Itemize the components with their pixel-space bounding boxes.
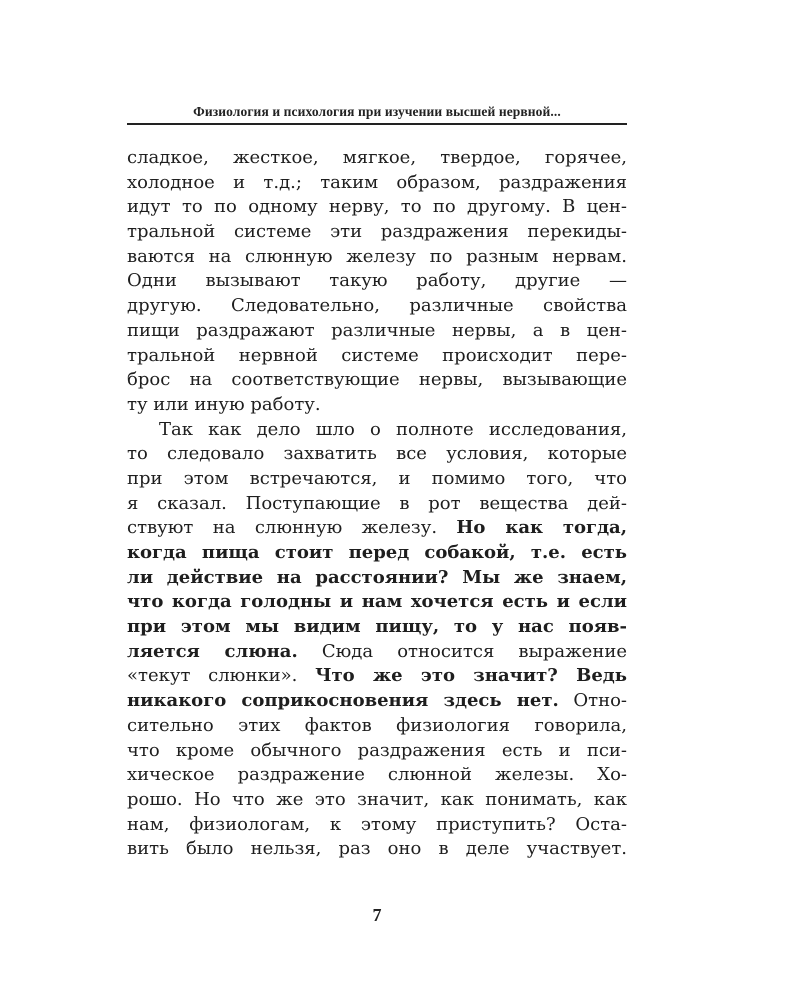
text-segment: «текут слюнки».	[127, 665, 316, 687]
text-line	[127, 689, 627, 714]
text-line: тральной системе эти раздражения перекиды-	[127, 221, 627, 243]
text-line: Так как дело шло о полноте исследования,	[159, 418, 627, 440]
text-line: ли действие на расстоянии? Мы же знаем,	[127, 566, 627, 588]
text-line: то следовало захватить все условия, которые	[127, 443, 627, 465]
text-line: холодное и т.д.; таким образом, раздражения	[127, 171, 627, 193]
text-line: при этом мы видим пищу, то у нас появ-	[127, 616, 627, 638]
text-line: тральной нервной системе происходит пере-	[127, 344, 627, 366]
text-line: пищи раздражают различные нервы, а в цен-	[127, 319, 627, 341]
text-line: хическое раздражение слюнной железы. Хо-	[127, 764, 627, 786]
text-segment: ствуют на слюнную железу.	[127, 517, 457, 539]
text-line: рошо. Но что же это значит, как понимать, как	[127, 788, 627, 810]
text-segment: Сюда относится выражение	[297, 640, 627, 662]
bold-segment: Что же это значит? Ведь	[315, 665, 627, 687]
text-line: Одни вызывают такую работу, другие —	[127, 270, 627, 292]
text-line: при этом встречаются, и помимо того, что	[127, 467, 627, 489]
text-line: идут то по одному нерву, то по другому. В цен-	[127, 196, 627, 218]
text-line: ваются на слюнную железу по разным нервам.	[127, 245, 627, 267]
running-head: Физиология и психология при изучении высшей нервной...	[193, 104, 561, 119]
text-line: что когда голодны и нам хочется есть и если	[127, 591, 627, 613]
text-line: сительно этих фактов физиология говорила,	[127, 714, 627, 736]
header-rule	[127, 123, 627, 125]
text-line: что кроме обычного раздражения есть и пси-	[127, 739, 627, 761]
text-line	[127, 664, 627, 689]
bold-segment: ляется слюна.	[127, 640, 298, 662]
text-line	[127, 640, 627, 665]
bold-segment: никакого соприкосновения здесь нет.	[127, 690, 559, 712]
text-line: когда пища стоит перед собакой, т.е. есть	[127, 542, 627, 563]
text-segment: Отно-	[558, 690, 627, 712]
text-line	[127, 516, 627, 541]
text-line: брос на соответствующие нервы, вызывающие	[127, 369, 627, 391]
body-text	[127, 146, 627, 862]
page-number: 7	[372, 905, 382, 925]
text-line: вить было нельзя, раз оно в деле участвует.	[127, 838, 627, 860]
text-line: ту или иную работу.	[127, 393, 321, 415]
text-line: я сказал. Поступающие в рот вещества дей-	[127, 492, 627, 514]
bold-segment: Но как тогда,	[456, 517, 627, 539]
text-line: нам, физиологам, к этому приступить? Оста-	[127, 813, 627, 835]
text-line: сладкое, жесткое, мягкое, твердое, горячее,	[127, 147, 627, 168]
text-line: другую. Следовательно, различные свойства	[127, 295, 627, 317]
